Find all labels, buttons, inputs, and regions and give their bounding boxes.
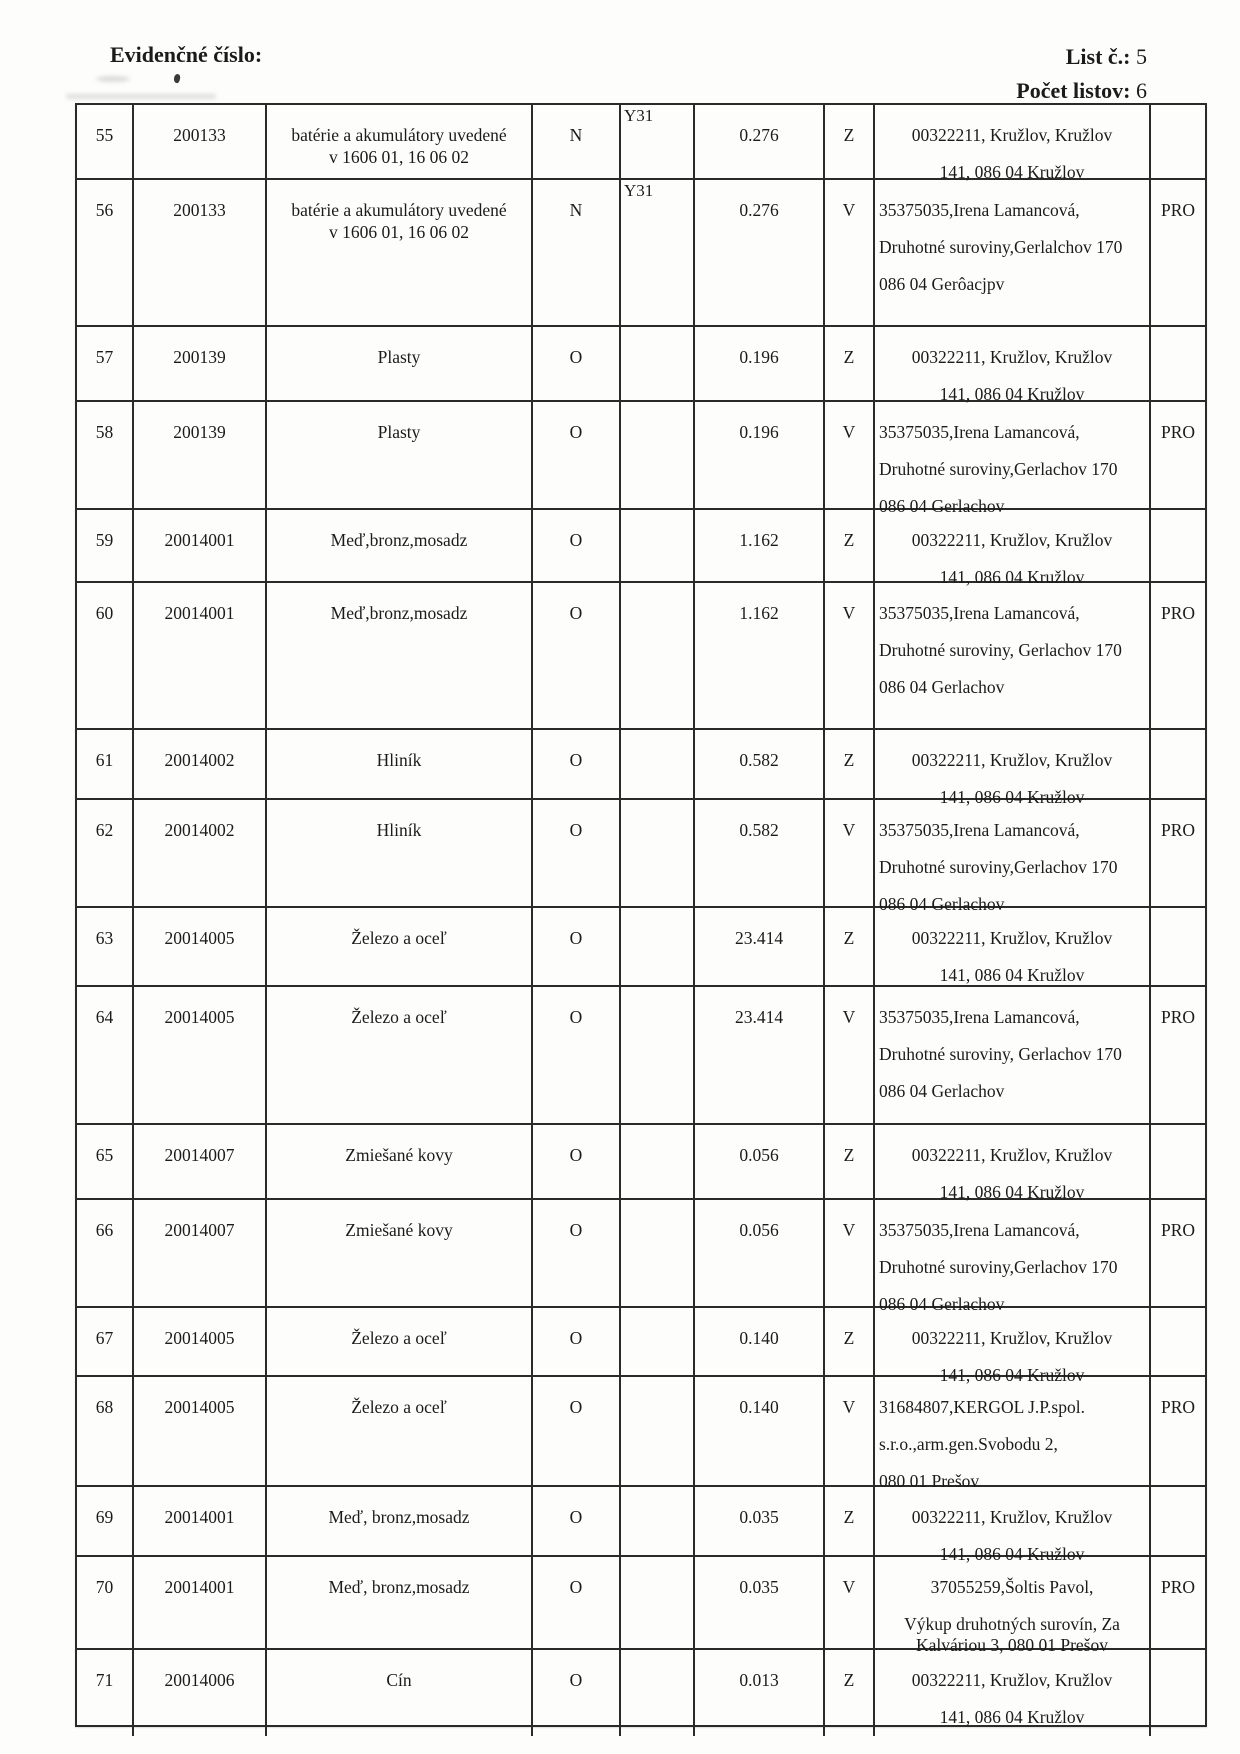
evidence-number-label <box>110 42 262 68</box>
handling-code-cell: Z <box>825 1125 875 1211</box>
organization-cell <box>875 1377 1151 1500</box>
program-cell <box>1151 1650 1205 1736</box>
waste-code-cell: 20014001 <box>134 510 267 596</box>
program-cell: PRO <box>1160 1220 1196 1240</box>
row-number-cell: 56 <box>77 180 134 325</box>
waste-category-cell: O <box>533 1487 621 1573</box>
organization-line: 00322211, Kružlov, Kružlov <box>911 750 1113 770</box>
organization-cell <box>875 987 1151 1123</box>
organization-line: 35375035,Irena Lamancová, <box>879 1220 1080 1240</box>
waste-name-cell <box>267 1377 533 1500</box>
organization-line: 141, 086 04 Kružlov <box>939 567 1085 587</box>
waste-name-cell <box>267 402 533 525</box>
row-number-cell: 68 <box>77 1377 134 1500</box>
sheet-count-label: Počet listov: <box>1016 78 1131 103</box>
organization-line: 00322211, Kružlov, Kružlov <box>911 347 1113 367</box>
row-number-cell: 71 <box>77 1650 134 1736</box>
quantity-cell: 0.035 <box>695 1557 825 1664</box>
waste-code-cell: 20014005 <box>134 987 267 1123</box>
handling-code-cell: Z <box>825 1487 875 1573</box>
organization-line: 35375035,Irena Lamancová, <box>879 820 1080 840</box>
quantity-cell: 0.276 <box>695 180 825 325</box>
organization-line: Druhotné suroviny, Gerlachov 170 <box>879 1044 1122 1064</box>
waste-code-cell: 200139 <box>134 327 267 413</box>
program-cell: PRO <box>1160 200 1196 220</box>
waste-name-cell <box>267 180 533 325</box>
waste-records-table <box>75 103 1207 1727</box>
table-row <box>77 1650 1205 1725</box>
program-cell <box>1151 1125 1205 1211</box>
waste-name-line: Hliník <box>376 820 422 840</box>
organization-cell <box>875 180 1151 325</box>
table-row <box>77 1200 1205 1314</box>
row-number-cell: 63 <box>77 908 134 994</box>
waste-name-line: Meď, bronz,mosadz <box>328 1577 470 1597</box>
waste-name-cell <box>267 908 533 994</box>
scan-smudge <box>96 76 130 82</box>
sheet-number-label: List č.: <box>1065 44 1131 69</box>
table-row <box>77 908 1205 987</box>
quantity-cell: 23.414 <box>695 908 825 994</box>
handling-code-cell: V <box>825 402 875 525</box>
organization-line: 086 04 Gerlachov <box>879 1294 1005 1314</box>
sheet-number-value: 5 <box>1136 44 1147 69</box>
waste-name-line: Plasty <box>377 347 421 367</box>
organization-line: 35375035,Irena Lamancová, <box>879 603 1080 623</box>
waste-code-cell: 20014001 <box>134 583 267 728</box>
table-row <box>77 180 1205 327</box>
waste-category-cell: O <box>533 1125 621 1211</box>
program-cell: PRO <box>1160 1397 1196 1417</box>
table-row <box>77 105 1205 180</box>
row-number-cell: 69 <box>77 1487 134 1573</box>
waste-name-cell <box>267 1650 533 1736</box>
organization-line: Druhotné suroviny, Gerlachov 170 <box>879 640 1122 660</box>
waste-category-cell: O <box>533 327 621 413</box>
waste-code-cell: 200133 <box>134 180 267 325</box>
table-row <box>77 730 1205 807</box>
program-cell: PRO <box>1160 820 1196 840</box>
organization-line: Druhotné suroviny,Gerlachov 170 <box>879 1257 1118 1277</box>
quantity-cell: 0.056 <box>695 1200 825 1323</box>
waste-category-cell: O <box>533 1200 621 1323</box>
organization-line: Druhotné suroviny,Gerlachov 170 <box>879 857 1118 877</box>
organization-line: Druhotné suroviny,Gerlachov 170 <box>879 459 1118 479</box>
table-row <box>77 1125 1205 1200</box>
organization-cell <box>875 1125 1151 1211</box>
y-code-cell <box>621 1200 695 1323</box>
waste-code-cell: 20014007 <box>134 1200 267 1323</box>
waste-category-cell: O <box>533 583 621 728</box>
waste-category-cell: O <box>533 1308 621 1394</box>
organization-line: 086 04 Gerôacjpv <box>879 274 1005 294</box>
program-cell <box>1151 908 1205 994</box>
table-row <box>77 800 1205 914</box>
waste-code-cell: 20014006 <box>134 1650 267 1736</box>
organization-line: 141, 086 04 Kružlov <box>939 1365 1085 1385</box>
quantity-cell: 0.196 <box>695 402 825 525</box>
handling-code-cell: V <box>825 1557 875 1664</box>
row-number-cell: 65 <box>77 1125 134 1211</box>
quantity-cell: 1.162 <box>695 583 825 728</box>
sheet-count <box>1016 78 1147 104</box>
handling-code-cell: Z <box>825 908 875 994</box>
evidence-number-text: Evidenčné číslo: <box>110 42 263 67</box>
organization-cell <box>875 1650 1151 1736</box>
waste-name-line: Železo a oceľ <box>351 1328 447 1348</box>
table-row <box>77 402 1205 516</box>
organization-cell <box>875 1200 1151 1323</box>
program-cell: PRO <box>1160 603 1196 623</box>
waste-code-cell: 20014005 <box>134 1377 267 1500</box>
organization-line: 141, 086 04 Kružlov <box>939 162 1085 182</box>
program-cell <box>1151 327 1205 413</box>
organization-line: 086 04 Gerlachov <box>879 894 1005 914</box>
handling-code-cell: Z <box>825 510 875 596</box>
organization-cell <box>875 105 1151 191</box>
organization-cell <box>875 800 1151 923</box>
organization-line: 00322211, Kružlov, Kružlov <box>911 530 1113 550</box>
quantity-cell: 0.196 <box>695 327 825 413</box>
handling-code-cell: Z <box>825 327 875 413</box>
organization-cell <box>875 402 1151 525</box>
quantity-cell: 23.414 <box>695 987 825 1123</box>
waste-name-cell <box>267 987 533 1123</box>
row-number-cell: 58 <box>77 402 134 525</box>
organization-line: 00322211, Kružlov, Kružlov <box>911 1328 1113 1348</box>
y-code-cell <box>621 800 695 923</box>
organization-line: 141, 086 04 Kružlov <box>939 787 1085 807</box>
waste-name-cell <box>267 105 533 191</box>
waste-code-cell: 20014007 <box>134 1125 267 1211</box>
organization-line: 00322211, Kružlov, Kružlov <box>911 1507 1113 1527</box>
organization-line: 080 01 Prešov <box>879 1471 980 1491</box>
waste-code-cell: 20014001 <box>134 1487 267 1573</box>
y-code-cell <box>621 327 695 413</box>
table-row <box>77 1377 1205 1491</box>
waste-category-cell: O <box>533 1650 621 1736</box>
organization-line: 31684807,KERGOL J.P.spol. <box>879 1397 1085 1417</box>
organization-line: 141, 086 04 Kružlov <box>939 1182 1085 1202</box>
waste-category-cell: N <box>533 180 621 325</box>
handling-code-cell: V <box>825 987 875 1123</box>
handling-code-cell: V <box>825 1200 875 1323</box>
waste-category-cell: N <box>533 105 621 191</box>
y-code-cell <box>621 1650 695 1736</box>
waste-category-cell: O <box>533 1377 621 1500</box>
waste-name-line: Meď, bronz,mosadz <box>328 1507 470 1527</box>
y-code-cell <box>621 402 695 525</box>
waste-name-line: Železo a oceľ <box>351 1007 447 1027</box>
waste-name-line: Meď,bronz,mosadz <box>330 603 468 623</box>
waste-code-cell: 200139 <box>134 402 267 525</box>
waste-code-cell: 20014001 <box>134 1557 267 1664</box>
quantity-cell: 0.013 <box>695 1650 825 1736</box>
row-number-cell: 55 <box>77 105 134 191</box>
program-cell: PRO <box>1160 1577 1196 1597</box>
waste-name-cell <box>267 327 533 413</box>
row-number-cell: 66 <box>77 1200 134 1323</box>
y-code-cell <box>621 583 695 728</box>
quantity-cell: 1.162 <box>695 510 825 596</box>
waste-name-line: v 1606 01, 16 06 02 <box>329 222 469 242</box>
waste-name-line: v 1606 01, 16 06 02 <box>329 147 469 167</box>
y-code-cell <box>621 908 695 994</box>
waste-name-line: Železo a oceľ <box>351 928 447 948</box>
scan-smudge <box>66 94 216 99</box>
organization-cell <box>875 1557 1151 1664</box>
table-row <box>77 1487 1205 1564</box>
waste-code-cell: 200133 <box>134 105 267 191</box>
handling-code-cell: V <box>825 583 875 728</box>
row-number-cell: 59 <box>77 510 134 596</box>
waste-category-cell: O <box>533 1557 621 1664</box>
organization-line: 35375035,Irena Lamancová, <box>879 1007 1080 1027</box>
waste-name-line: batérie a akumulátory uvedené <box>291 200 507 220</box>
waste-name-line: Železo a oceľ <box>351 1397 447 1417</box>
organization-line: Druhotné suroviny,Gerlalchov 170 <box>879 237 1123 257</box>
waste-name-line: Zmiešané kovy <box>345 1220 453 1240</box>
waste-name-cell <box>267 1200 533 1323</box>
y-code-cell <box>621 1557 695 1664</box>
quantity-cell: 0.276 <box>695 105 825 191</box>
quantity-cell: 0.140 <box>695 1308 825 1394</box>
waste-name-line: Zmiešané kovy <box>345 1145 453 1165</box>
organization-line: 00322211, Kružlov, Kružlov <box>911 928 1113 948</box>
handling-code-cell: Z <box>825 105 875 191</box>
organization-cell <box>875 583 1151 728</box>
quantity-cell: 0.140 <box>695 1377 825 1500</box>
row-number-cell: 64 <box>77 987 134 1123</box>
y-code-cell <box>621 987 695 1123</box>
waste-code-cell: 20014005 <box>134 908 267 994</box>
table-row <box>77 987 1205 1125</box>
handling-code-cell: Z <box>825 730 875 816</box>
table-row <box>77 510 1205 587</box>
handling-code-cell: Z <box>825 1308 875 1394</box>
organization-line: 00322211, Kružlov, Kružlov <box>911 1145 1113 1165</box>
waste-name-cell <box>267 800 533 923</box>
waste-name-line: batérie a akumulátory uvedené <box>291 125 507 145</box>
quantity-cell: 0.582 <box>695 800 825 923</box>
row-number-cell: 70 <box>77 1557 134 1664</box>
organization-line: Výkup druhotných surovín, Za <box>904 1614 1120 1634</box>
waste-category-cell: O <box>533 800 621 923</box>
row-number-cell: 67 <box>77 1308 134 1394</box>
table-row <box>77 583 1205 730</box>
organization-cell <box>875 327 1151 413</box>
waste-category-cell: O <box>533 402 621 525</box>
waste-name-line: Hliník <box>376 750 422 770</box>
organization-line: 086 04 Gerlachov <box>879 1081 1005 1101</box>
y-code-cell <box>621 1125 695 1211</box>
handling-code-cell: V <box>825 180 875 325</box>
organization-line: 141, 086 04 Kružlov <box>939 1544 1085 1564</box>
sheet-count-value: 6 <box>1136 78 1147 103</box>
organization-line: 086 04 Gerlachov <box>879 496 1005 516</box>
quantity-cell: 0.056 <box>695 1125 825 1211</box>
organization-line: 141, 086 04 Kružlov <box>939 384 1085 404</box>
organization-line: 141, 086 04 Kružlov <box>939 1707 1085 1727</box>
row-number-cell: 60 <box>77 583 134 728</box>
organization-line: s.r.o.,arm.gen.Svobodu 2, <box>879 1434 1058 1454</box>
waste-name-cell <box>267 1557 533 1664</box>
program-cell <box>1151 105 1205 191</box>
row-number-cell: 61 <box>77 730 134 816</box>
ink-mark <box>173 73 181 83</box>
waste-category-cell: O <box>533 730 621 816</box>
waste-category-cell: O <box>533 908 621 994</box>
y-code-cell <box>621 1377 695 1500</box>
organization-line: 00322211, Kružlov, Kružlov <box>911 125 1113 145</box>
organization-line: 141, 086 04 Kružlov <box>939 965 1085 985</box>
organization-cell <box>875 908 1151 994</box>
waste-name-line: Meď,bronz,mosadz <box>330 530 468 550</box>
organization-line: Kalváriou 3, 080 01 Prešov <box>916 1635 1108 1655</box>
organization-line: 35375035,Irena Lamancová, <box>879 200 1080 220</box>
sheet-number <box>1066 44 1147 70</box>
waste-name-line: Plasty <box>377 422 421 442</box>
waste-name-cell <box>267 583 533 728</box>
handling-code-cell: V <box>825 1377 875 1500</box>
organization-line: 086 04 Gerlachov <box>879 677 1005 697</box>
quantity-cell: 0.582 <box>695 730 825 816</box>
handling-code-cell: Z <box>825 1650 875 1736</box>
waste-name-cell <box>267 1125 533 1211</box>
table-row <box>77 1308 1205 1385</box>
row-number-cell: 57 <box>77 327 134 413</box>
table-row <box>77 327 1205 402</box>
program-cell: PRO <box>1160 1007 1196 1027</box>
waste-code-cell: 20014005 <box>134 1308 267 1394</box>
waste-category-cell: O <box>533 987 621 1123</box>
handling-code-cell: V <box>825 800 875 923</box>
y-code-cell: Y31 <box>621 105 695 191</box>
table-row <box>77 1557 1205 1655</box>
row-number-cell: 62 <box>77 800 134 923</box>
quantity-cell: 0.035 <box>695 1487 825 1573</box>
waste-name-line: Cín <box>386 1670 412 1690</box>
organization-line: 37055259,Šoltis Pavol, <box>930 1577 1094 1597</box>
organization-line: 00322211, Kružlov, Kružlov <box>911 1670 1113 1690</box>
waste-category-cell: O <box>533 510 621 596</box>
organization-line: 35375035,Irena Lamancová, <box>879 422 1080 442</box>
program-cell: PRO <box>1160 422 1196 442</box>
waste-code-cell: 20014002 <box>134 730 267 816</box>
waste-code-cell: 20014002 <box>134 800 267 923</box>
y-code-cell: Y31 <box>621 180 695 325</box>
